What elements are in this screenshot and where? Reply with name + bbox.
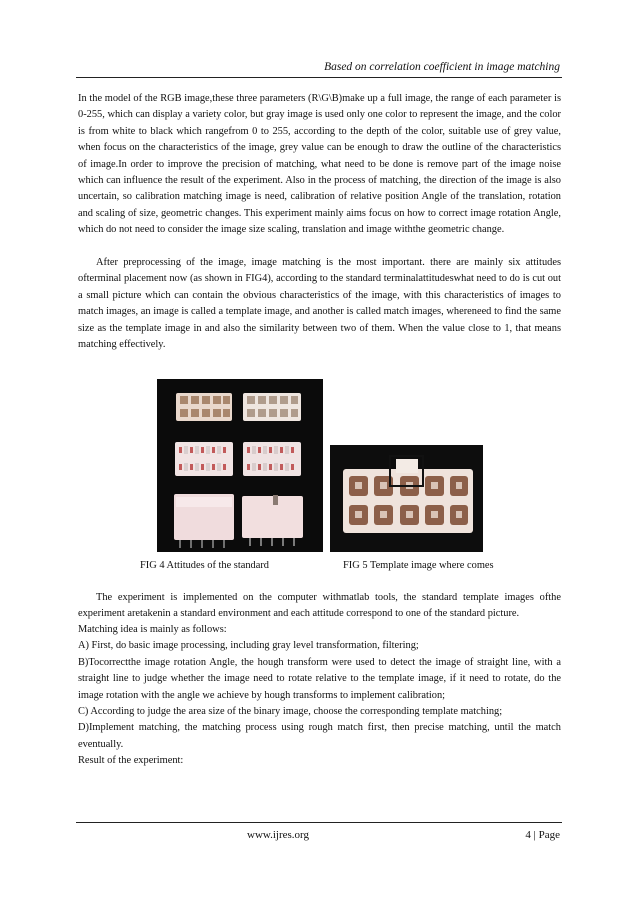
paragraph-preprocessing: After preprocessing of the image, image matching is the most important. there are mainly six attitudes ofterminal placement now (as shown in FIG4), according to the standard terminalattitudeswhat need to do is cut out a small picture which can contain the obvious characteristics of the image, with this characteristics of images to match images, an image is called a template image, and another is called match images, whereneed to find the same size as the template image in and also the similarity between two of them. When the value close to 1, that means matching effectively. bbox=[78, 257, 561, 351]
figure-5-template-image bbox=[330, 445, 483, 552]
list-item-b: B)Tocorrectthe image rotation Angle, the hough transform were used to detect the image of straight line, with a straight line to judge whether the image need to rotate relative to the template image, if it need to rotate, do the image rotation with the angle we achieve by hough transforms to implement calibration; bbox=[78, 656, 561, 701]
attitudes-photo bbox=[157, 379, 323, 552]
figure-4-attitudes-image bbox=[157, 379, 323, 552]
paragraph-rgb-model: In the model of the RGB image,these three parameters (R\G\B)make up a full image, the range of each parameter is 0-255, which can display a variety color, but gray image is used only one color to represent the image, and the color is from white to black which rangefrom 0 to 255, according to the depth of the color, suitable use of grey value, when focus on the characteristics of the image, grey value can be enough to draw the outline of the characteristics of image.In order to improve the precision of matching, what need to be done is remove part of the image noise which can influence the result of the experiment. Also in the process of matching, the direction of the image is also uncertain, so calibration matching image is need, calibration of relative position Angle of the translation, rotation and scaling of size, geometric changes. This experiment mainly aims focus on how to correct image rotation Angle, which do not need to consider the image size scaling, translation and image withthe geometric change. bbox=[78, 93, 561, 236]
list-intro: Matching idea is mainly as follows: bbox=[78, 624, 227, 635]
footer-rule bbox=[76, 822, 562, 823]
result-heading: Result of the experiment: bbox=[78, 755, 184, 767]
connector-middle-right bbox=[243, 442, 301, 476]
header-rule bbox=[76, 77, 562, 78]
footer-page-number: 4 | Page bbox=[525, 829, 560, 841]
list-item-d: D)Implement matching, the matching process using rough match first, then precise matching, until the match eventually. bbox=[78, 722, 561, 750]
paragraph-experiment: The experiment is implemented on the computer withmatlab tools, the standard template images ofthe experiment aretakenin a standard environment and each attitude correspond to one of the standard picture. bbox=[78, 592, 561, 620]
footer-url: www.ijres.org bbox=[247, 829, 310, 841]
connector-middle-left bbox=[175, 442, 233, 476]
matching-steps-list bbox=[78, 622, 561, 770]
figure-4-caption: FIG 4 Attitudes of the standard bbox=[140, 560, 269, 571]
connector-top-left bbox=[176, 393, 232, 421]
running-header-title: Based on correlation coefficient in image matching bbox=[324, 61, 560, 73]
list-item-c: C) According to judge the area size of the binary image, choose the corresponding template matching; bbox=[78, 706, 503, 718]
list-item-a: A) First, do basic image processing, including gray level transformation, filtering; bbox=[78, 640, 419, 652]
figure-5-caption: FIG 5 Template image where comes bbox=[343, 560, 494, 571]
connector-top-right bbox=[243, 393, 301, 421]
template-photo bbox=[330, 445, 483, 552]
connector-bottom-left bbox=[174, 494, 234, 548]
